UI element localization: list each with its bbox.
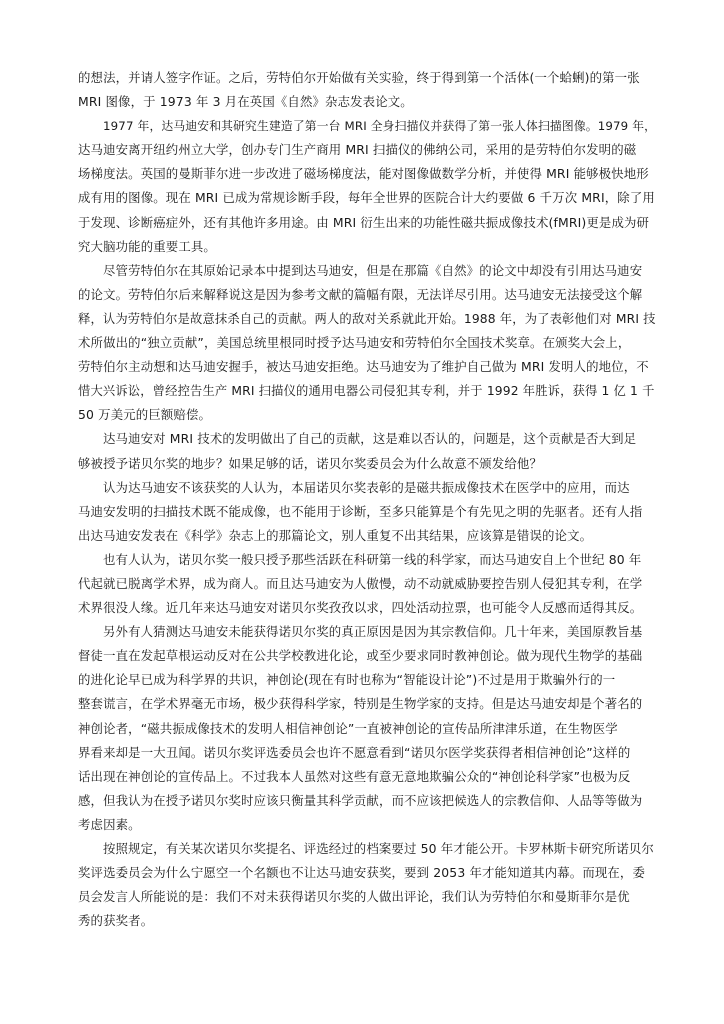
paragraph bbox=[78, 259, 656, 428]
text-line: 达马迪安对 MRI 技术的发明做出了自己的贡献，这是难以否认的，问题是，这个贡献是否大到足 bbox=[103, 431, 637, 447]
paragraph bbox=[78, 837, 656, 933]
text-line: 出达马迪安发表在《科学》杂志上的那篇论文，别人重复不出其结果，应该算是错误的论文。 bbox=[78, 527, 593, 543]
text-line: 整套谎言，在学术界毫无市场，极少获得科学家，特别是生物学家的支持。但是达马迪安却是个著名的 bbox=[78, 696, 643, 712]
text-line: 成有用的图像。现在 MRI 已成为常规诊断手段，每年全世界的医院合计大约要做 6 千万次 MRI，除了用 bbox=[78, 190, 655, 206]
text-line: 秀的获奖者。 bbox=[78, 913, 154, 929]
text-line: 的想法，并请人签字作证。之后，劳特伯尔开始做有关实验，终于得到第一个活体(一个蛤蜊)的第一张 bbox=[78, 70, 640, 85]
text-line: 够被授予诺贝尔奖的地步？如果足够的话，诺贝尔奖委员会为什么故意不颁发给他？ bbox=[78, 455, 543, 471]
text-line: 考虑因素。 bbox=[78, 816, 141, 832]
text-line: 也有人认为，诺贝尔奖一般只授予那些活跃在科研第一线的科学家，而达马迪安自上个世纪 80 年 bbox=[103, 551, 642, 567]
text-line: 神创论者，“磁共振成像技术的发明人相信神创论”一直被神创论的宣传品所津津乐道，在生物医学 bbox=[78, 720, 618, 736]
text-line: 达马迪安离开纽约州立大学，创办专门生产商用 MRI 扫描仪的佛纳公司，采用的是劳特伯尔发明的磁 bbox=[78, 142, 637, 158]
text-line: 释，认为劳特伯尔是故意抹杀自己的贡献。两人的敌对关系就此开始。1988 年，为了表彰他们对 MRI 技 bbox=[78, 311, 656, 326]
text-line: 按照规定，有关某次诺贝尔奖提名、评选经过的档案要过 50 年才能公开。卡罗林斯卡研究所诺贝尔 bbox=[103, 841, 654, 856]
text-line: 另外有人猜测达马迪安未能获得诺贝尔奖的真正原因是因为其宗教信仰。几十年来，美国原教旨基 bbox=[103, 624, 643, 640]
text-line: 督徒一直在发起草根运动反对在公共学校教进化论，或至少要求同时教神创论。做为现代生物学的基础 bbox=[78, 648, 643, 664]
text-line: 术界很没人缘。近几年来达马迪安对诺贝尔奖孜孜以求，四处活动拉票，也可能令人反感而适得其反。 bbox=[78, 600, 643, 616]
text-line: 50 万美元的巨额赔偿。 bbox=[78, 407, 212, 423]
paragraph bbox=[78, 476, 656, 548]
text-line: 的进化论早已成为科学界的共识，神创论(现在有时也称为“智能设计论”)不过是用于欺骗外行的一 bbox=[78, 672, 616, 688]
paragraph bbox=[78, 548, 656, 620]
text-line: 感，但我认为在授予诺贝尔奖时应该只衡量其科学贡献，而不应该把候选人的宗教信仰、人品等等做为 bbox=[78, 792, 643, 808]
text-line: 的论文。劳特伯尔后来解释说这是因为参考文献的篇幅有限，无法详尽引用。达马迪安无法接受这个解 bbox=[78, 286, 643, 302]
paragraph bbox=[78, 114, 656, 259]
paragraph bbox=[78, 427, 656, 475]
text-line: 尽管劳特伯尔在其原始记录本中提到达马迪安，但是在那篇《自然》的论文中却没有引用达马迪安 bbox=[103, 262, 643, 278]
text-line: 劳特伯尔主动想和达马迪安握手，被达马迪安拒绝。达马迪安为了维护自己做为 MRI 发明人的地位，不 bbox=[78, 359, 649, 375]
article-body bbox=[78, 66, 656, 933]
text-line: 于发现、诊断癌症外，还有其他许多用途。由 MRI 衍生出来的功能性磁共振成像技术(fMRI)更是成为研 bbox=[78, 214, 650, 230]
paragraph bbox=[78, 620, 656, 837]
text-line: 究大脑功能的重要工具。 bbox=[78, 238, 216, 254]
text-line: 认为达马迪安不该获奖的人认为，本届诺贝尔奖表彰的是磁共振成像技术在医学中的应用，而达 bbox=[103, 479, 630, 495]
text-line: 术所做出的“独立贡献”，美国总统里根同时授予达马迪安和劳特伯尔全国技术奖章。在颁奖大会上， bbox=[78, 335, 631, 351]
text-line: 员会发言人所能说的是：我们不对未获得诺贝尔奖的人做出评论，我们认为劳特伯尔和曼斯菲尔是优 bbox=[78, 889, 630, 905]
text-line: 1977 年，达马迪安和其研究生建造了第一台 MRI 全身扫描仪并获得了第一张人体扫描图像。1979 年， bbox=[103, 119, 656, 134]
text-line: 代起就已脱离学术界，成为商人。而且达马迪安为人傲慢，动不动就威胁要控告别人侵犯其专利，在学 bbox=[78, 575, 643, 591]
text-line: 话出现在神创论的宣传品上。不过我本人虽然对这些有意无意地欺骗公众的“神创论科学家”也极为反 bbox=[78, 768, 631, 784]
paragraph bbox=[78, 66, 656, 114]
text-line: 场梯度法。英国的曼斯菲尔进一步改进了磁场梯度法，能对图像做数学分析，并使得 MRI 能够极快地形 bbox=[78, 166, 649, 182]
text-line: 奖评选委员会为什么宁愿空一个名额也不让达马迪安获奖，要到 2053 年才能知道其内幕。而现在，委 bbox=[78, 865, 646, 881]
text-line: MRI 图像，于 1973 年 3 月在英国《自然》杂志发表论文。 bbox=[78, 94, 413, 110]
text-line: 马迪安发明的扫描技术既不能成像，也不能用于诊断，至多只能算是个有先见之明的先驱者。还有人指 bbox=[78, 503, 643, 519]
text-line: 界看来却是一大丑闻。诺贝尔奖评选委员会也许不愿意看到“诺贝尔医学奖获得者相信神创论”这样的 bbox=[78, 744, 631, 760]
text-line: 惜大兴诉讼，曾经控告生产 MRI 扫描仪的通用电器公司侵犯其专利，并于 1992 年胜诉，获得 1 亿 1 千 bbox=[78, 384, 655, 399]
